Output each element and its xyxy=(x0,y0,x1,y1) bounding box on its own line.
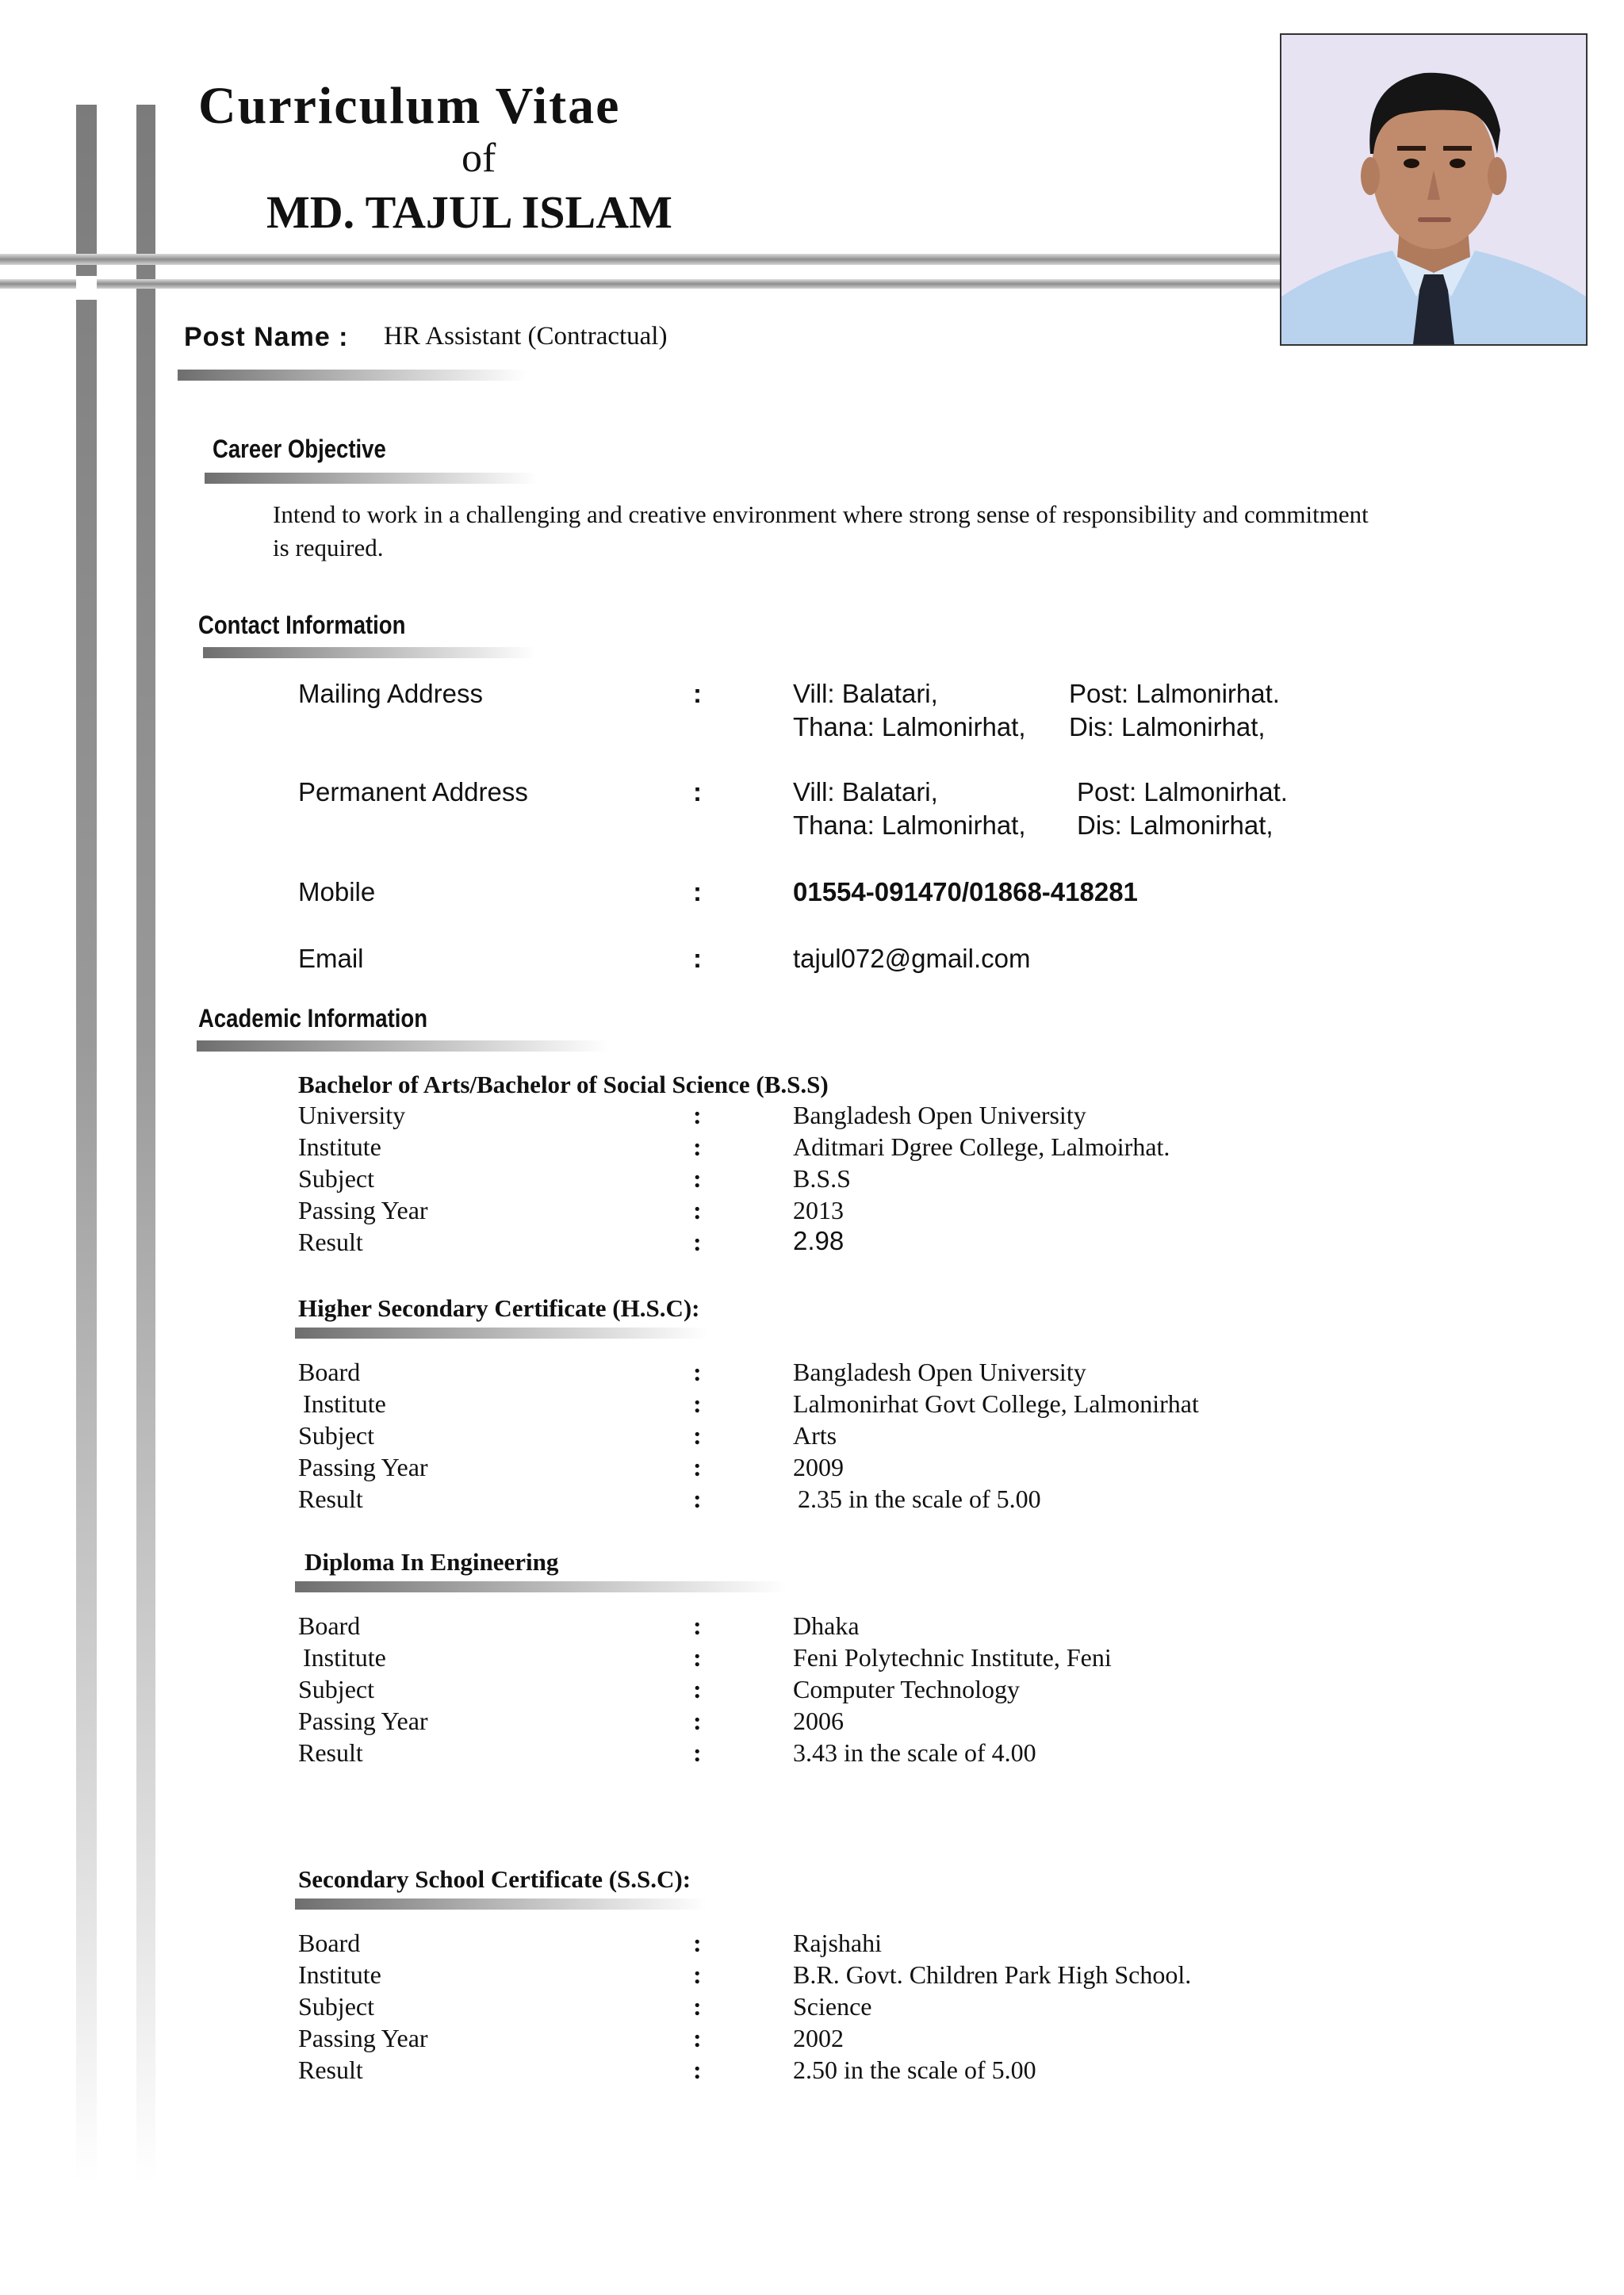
academic-information-heading: Academic Information xyxy=(198,1004,428,1033)
bss-year-value: 2013 xyxy=(793,1196,844,1224)
post-underline xyxy=(178,370,527,381)
hsc-year-colon: : xyxy=(693,1453,702,1481)
hsc-institute-colon: : xyxy=(693,1389,702,1418)
career-underline xyxy=(205,473,538,484)
hsc-year-value: 2009 xyxy=(793,1453,844,1481)
mailing-colon: : xyxy=(693,679,702,708)
career-objective-line-1: Intend to work in a challenging and creative environment where strong sense of responsibility and commitment xyxy=(273,500,1369,528)
post-name-label: Post Name : xyxy=(184,322,349,352)
ssc-result-colon: : xyxy=(693,2056,702,2084)
ssc-subject-colon: : xyxy=(693,1992,702,2021)
ssc-institute-label: Institute xyxy=(298,1960,381,1989)
left-vertical-bar-outer xyxy=(76,105,97,2182)
mobile-label: Mobile xyxy=(298,877,376,906)
diploma-subject-label: Subject xyxy=(298,1675,374,1703)
permanent-address-label: Permanent Address xyxy=(298,777,528,807)
bss-university-value: Bangladesh Open University xyxy=(793,1101,1086,1129)
bss-institute-colon: : xyxy=(693,1132,702,1161)
ssc-institute-value: B.R. Govt. Children Park High School. xyxy=(793,1960,1192,1989)
permanent-thana: Thana: Lalmonirhat, xyxy=(793,810,1026,840)
diploma-year-value: 2006 xyxy=(793,1707,844,1735)
diploma-result-colon: : xyxy=(693,1738,702,1767)
bss-university-colon: : xyxy=(693,1101,702,1129)
permanent-dis: Dis: Lalmonirhat, xyxy=(1077,810,1274,840)
hsc-board-label: Board xyxy=(298,1358,361,1386)
ssc-institute-colon: : xyxy=(693,1960,702,1989)
ssc-board-colon: : xyxy=(693,1929,702,1957)
career-objective-text xyxy=(273,498,1510,565)
profile-photo xyxy=(1280,33,1588,346)
academic-underline xyxy=(197,1040,609,1052)
mobile-colon: : xyxy=(693,877,702,906)
bss-result-colon: : xyxy=(693,1228,702,1256)
diploma-board-label: Board xyxy=(298,1611,361,1640)
email-value[interactable]: tajul072@gmail.com xyxy=(793,944,1031,973)
cv-title: Curriculum Vitae xyxy=(198,77,621,135)
diploma-underline xyxy=(295,1581,787,1592)
email-label: Email xyxy=(298,944,364,973)
email-colon: : xyxy=(693,944,702,973)
ssc-title: Secondary School Certificate (S.S.C): xyxy=(298,1865,691,1893)
hsc-subject-value: Arts xyxy=(793,1421,837,1450)
career-objective-heading: Career Objective xyxy=(213,435,386,463)
header-rule-bottom xyxy=(0,279,1285,289)
diploma-institute-colon: : xyxy=(693,1643,702,1672)
diploma-board-colon: : xyxy=(693,1611,702,1640)
left-vertical-bar-inner xyxy=(136,105,155,2182)
cv-of: of xyxy=(462,136,496,181)
career-objective-line-2: is required. xyxy=(273,534,384,561)
diploma-subject-colon: : xyxy=(693,1675,702,1703)
bss-institute-label: Institute xyxy=(298,1132,381,1161)
hsc-title: Higher Secondary Certificate (H.S.C): xyxy=(298,1294,700,1322)
hsc-board-colon: : xyxy=(693,1358,702,1386)
hsc-institute-value: Lalmonirhat Govt College, Lalmonirhat xyxy=(793,1389,1199,1418)
mailing-dis: Dis: Lalmonirhat, xyxy=(1069,712,1266,741)
hsc-year-label: Passing Year xyxy=(298,1453,428,1481)
mailing-address-label: Mailing Address xyxy=(298,679,483,708)
mobile-value: 01554-091470/01868-418281 xyxy=(793,877,1138,906)
permanent-vill: Vill: Balatari, xyxy=(793,777,938,807)
bss-title: Bachelor of Arts/Bachelor of Social Science (B.S.S) xyxy=(298,1071,829,1098)
bar-gap xyxy=(76,276,97,300)
hsc-result-label: Result xyxy=(298,1485,363,1513)
hsc-underline xyxy=(295,1328,707,1339)
ssc-board-value: Rajshahi xyxy=(793,1929,882,1957)
diploma-institute-label: Institute xyxy=(303,1643,386,1672)
portrait-image xyxy=(1281,35,1586,344)
bss-subject-label: Subject xyxy=(298,1164,374,1193)
ssc-underline xyxy=(295,1898,707,1910)
ssc-year-value: 2002 xyxy=(793,2024,844,2052)
mailing-vill: Vill: Balatari, xyxy=(793,679,938,708)
hsc-institute-label: Institute xyxy=(303,1389,386,1418)
bss-institute-value: Aditmari Dgree College, Lalmoirhat. xyxy=(793,1132,1170,1161)
ssc-board-label: Board xyxy=(298,1929,361,1957)
ssc-result-label: Result xyxy=(298,2056,363,2084)
contact-underline xyxy=(203,647,536,658)
bss-subject-value: B.S.S xyxy=(793,1164,851,1193)
post-name-value: HR Assistant (Contractual) xyxy=(384,322,668,351)
diploma-result-label: Result xyxy=(298,1738,363,1767)
hsc-result-value: 2.35 in the scale of 5.00 xyxy=(798,1485,1041,1513)
diploma-year-label: Passing Year xyxy=(298,1707,428,1735)
mailing-post: Post: Lalmonirhat. xyxy=(1069,679,1280,708)
diploma-result-value: 3.43 in the scale of 4.00 xyxy=(793,1738,1036,1767)
cv-name: MD. TAJUL ISLAM xyxy=(266,186,672,238)
contact-information-heading: Contact Information xyxy=(198,611,406,639)
diploma-board-value: Dhaka xyxy=(793,1611,860,1640)
diploma-subject-value: Computer Technology xyxy=(793,1675,1021,1703)
diploma-year-colon: : xyxy=(693,1707,702,1735)
hsc-subject-label: Subject xyxy=(298,1421,374,1450)
bss-university-label: University xyxy=(298,1101,406,1129)
permanent-colon: : xyxy=(693,777,702,807)
ssc-year-label: Passing Year xyxy=(298,2024,428,2052)
diploma-title: Diploma In Engineering xyxy=(304,1548,559,1576)
hsc-board-value: Bangladesh Open University xyxy=(793,1358,1086,1386)
ssc-year-colon: : xyxy=(693,2024,702,2052)
ssc-subject-label: Subject xyxy=(298,1992,374,2021)
ssc-result-value: 2.50 in the scale of 5.00 xyxy=(793,2056,1036,2084)
hsc-result-colon: : xyxy=(693,1485,702,1513)
bss-subject-colon: : xyxy=(693,1164,702,1193)
bss-year-colon: : xyxy=(693,1196,702,1224)
mailing-thana: Thana: Lalmonirhat, xyxy=(793,712,1026,741)
bss-result-value: 2.98 xyxy=(793,1226,845,1255)
ssc-subject-value: Science xyxy=(793,1992,872,2021)
bss-year-label: Passing Year xyxy=(298,1196,428,1224)
hsc-subject-colon: : xyxy=(693,1421,702,1450)
diploma-institute-value: Feni Polytechnic Institute, Feni xyxy=(793,1643,1112,1672)
header-rule-top xyxy=(0,254,1285,265)
permanent-post: Post: Lalmonirhat. xyxy=(1077,777,1288,807)
bss-result-label: Result xyxy=(298,1228,363,1256)
